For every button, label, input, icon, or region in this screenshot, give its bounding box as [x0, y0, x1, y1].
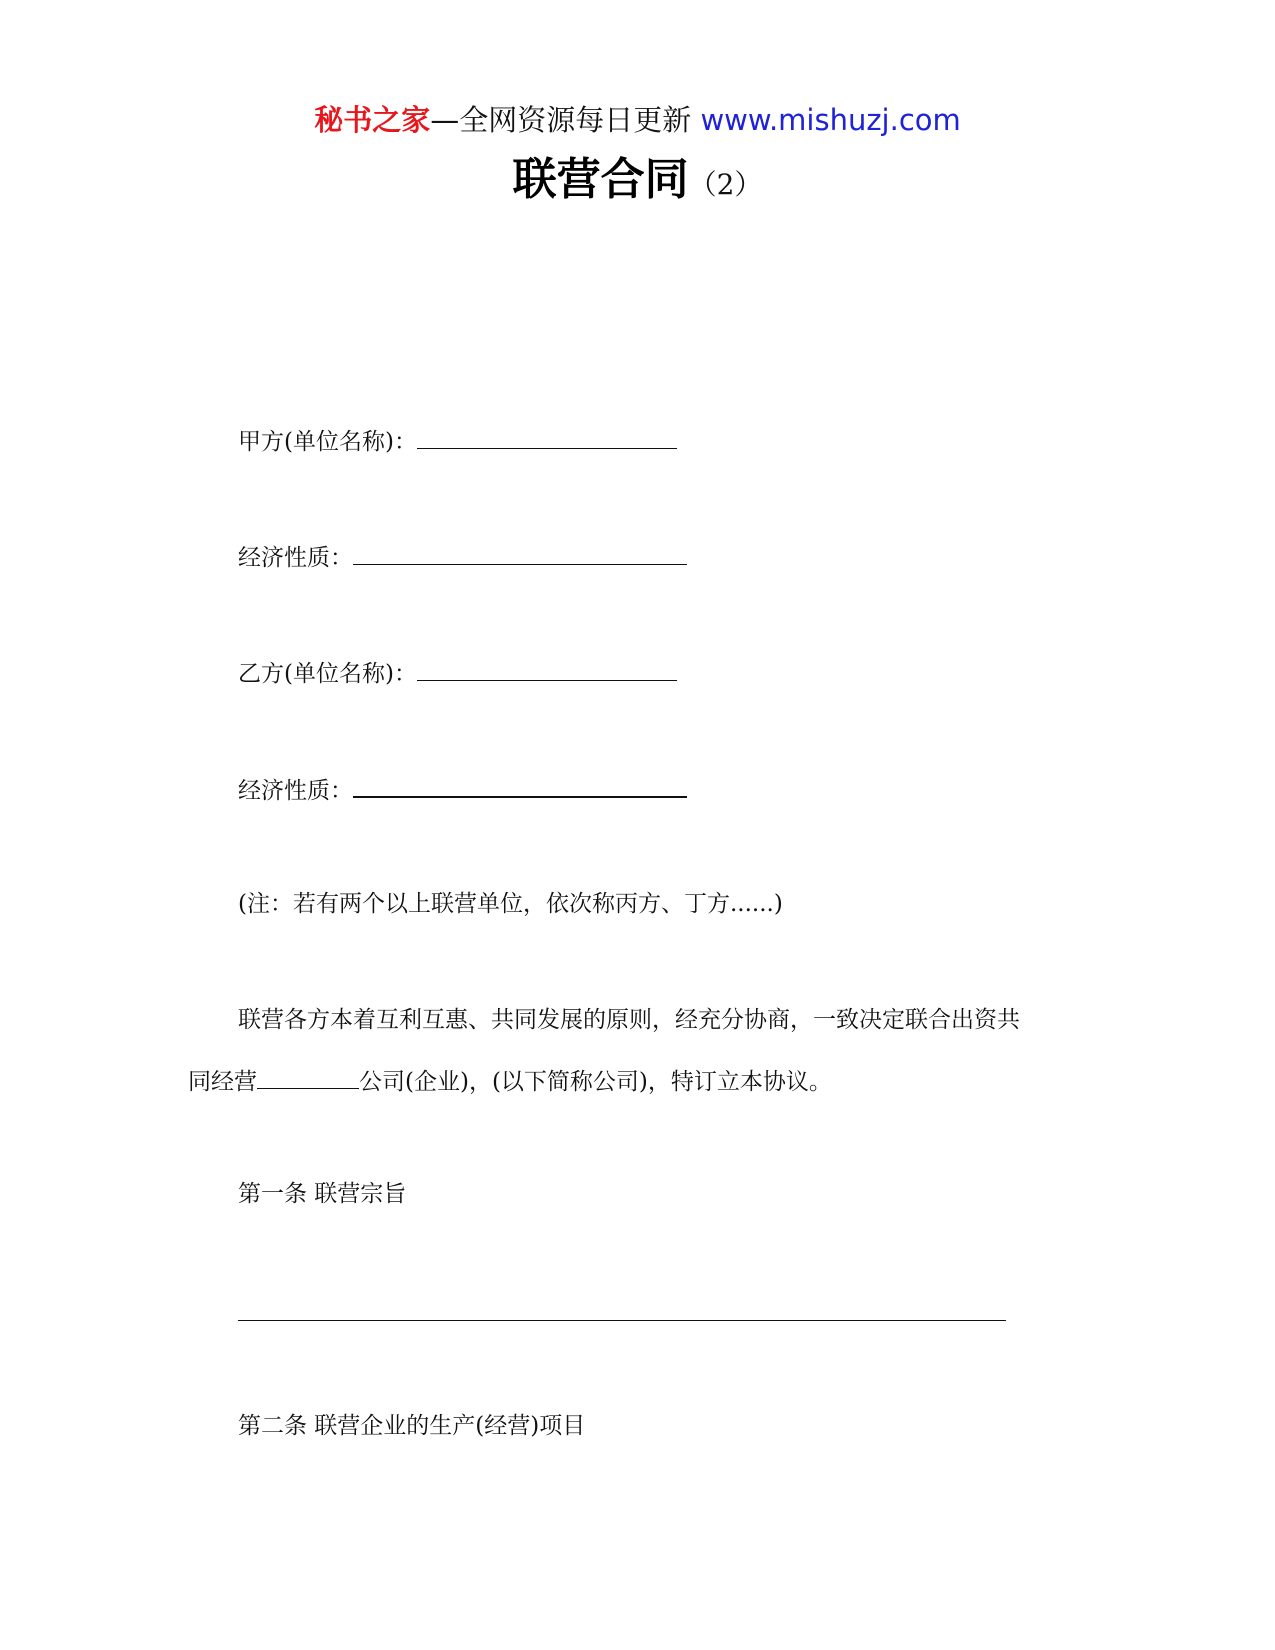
article-2-heading: 第二条 联营企业的生产(经营)项目	[238, 1413, 586, 1439]
nature-a-field	[238, 540, 687, 574]
party-b-blank	[417, 656, 677, 681]
site-header	[0, 100, 1275, 140]
party-a-blank	[417, 424, 677, 449]
intro-line-1: 联营各方本着互利互惠、共同发展的原则，经充分协商，一致决定联合出资共	[238, 1007, 1020, 1033]
document-title	[0, 150, 1275, 210]
nature-b-field	[238, 772, 687, 807]
party-b-label: 乙方(单位名称)：	[238, 661, 417, 687]
party-a-field	[238, 424, 677, 458]
title-suffix: （2）	[688, 168, 763, 201]
company-name-blank	[257, 1064, 359, 1089]
nature-a-blank	[353, 540, 687, 565]
party-b-field	[238, 656, 677, 690]
article-1-blank-line	[238, 1320, 1006, 1321]
article-1-heading: 第一条 联营宗旨	[238, 1181, 407, 1207]
nature-b-label: 经济性质：	[238, 778, 353, 804]
title-main: 联营合同	[512, 154, 689, 205]
intro-line-2	[188, 1064, 832, 1098]
nature-b-blank	[353, 772, 687, 798]
site-url-link[interactable]: www.mishuzj.com	[700, 103, 961, 137]
intro-suffix: 公司(企业)，(以下简称公司)，特订立本协议。	[359, 1069, 832, 1095]
nature-a-label: 经济性质：	[238, 545, 353, 571]
intro-prefix: 同经营	[188, 1069, 257, 1095]
party-a-label: 甲方(单位名称)：	[238, 429, 417, 455]
brand-name: 秘书之家	[314, 103, 431, 137]
header-dash: —	[430, 103, 460, 137]
header-slogan: 全网资源每日更新	[459, 103, 692, 137]
note-text: (注：若有两个以上联营单位，依次称丙方、丁方......)	[238, 891, 783, 917]
